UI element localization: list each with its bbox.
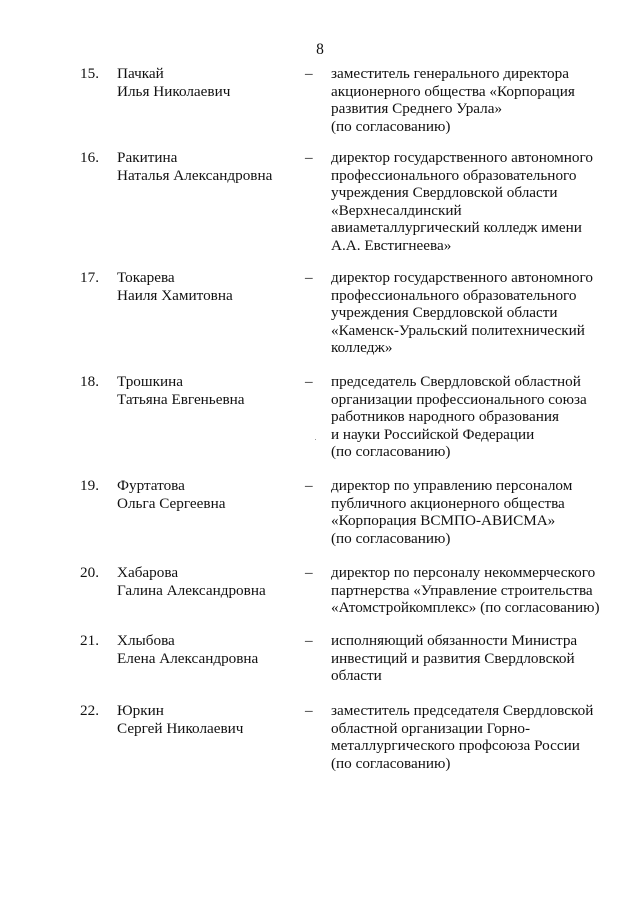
description-line: металлургического профсоюза России [331,737,580,755]
person-given-names: Елена Александровна [117,649,259,667]
person-name [117,149,292,184]
description-line: профессионального образовательного [331,166,577,184]
entry-number: 18. [80,373,99,390]
description-line: инвестиций и развития Свердловской [331,649,575,667]
description-line: работников народного образования [331,408,559,426]
description-line: исполняющий обязанности Министра [331,632,578,649]
person-given-names: Ольга Сергеевна [117,494,226,512]
entry-number: 16. [80,149,99,166]
description-line: (по согласованию) [331,117,451,135]
position-description [331,632,616,685]
description-line: директор по персоналу некоммерческого [331,564,596,581]
description-line: (по согласованию) [331,529,451,547]
description-line: председатель Свердловской областной [331,373,581,390]
person-given-names: Сергей Николаевич [117,719,244,737]
person-given-names: Илья Николаевич [117,82,231,100]
separator-dash: – [305,477,313,494]
description-line: профессионального образовательного [331,286,577,304]
description-line: «Корпорация ВСМПО-АВИСМА» [331,512,556,530]
separator-dash: – [305,65,313,82]
separator-dash: – [305,564,313,581]
description-line: развития Среднего Урала» [331,100,503,118]
person-given-names: Наталья Александровна [117,166,273,184]
person-name [117,477,292,512]
description-line: «Атомстройкомплекс» (по согласованию) [331,599,600,617]
position-description [331,477,616,547]
person-name [117,269,292,304]
person-surname: Пачкай [117,65,164,82]
description-line: организации профессионального союза [331,390,587,408]
description-line: заместитель председателя Свердловской [331,702,594,719]
position-description [331,65,616,135]
person-name [117,632,292,667]
description-line: директор государственного автономного [331,149,593,166]
position-description [331,564,616,617]
person-name [117,65,292,100]
separator-dash: – [305,149,313,166]
scan-speck [315,439,316,440]
person-given-names: Татьяна Евгеньевна [117,390,245,408]
description-line: авиаметаллургический колледж имени [331,219,582,237]
entry-number: 15. [80,65,99,82]
position-description [331,373,616,461]
description-line: учреждения Свердловской области [331,304,558,322]
person-surname: Хабарова [117,564,179,581]
description-line: «Верхнесалдинский [331,201,462,219]
position-description [331,269,616,357]
description-line: А.А. Евстигнеева» [331,236,452,254]
description-line: области [331,667,382,685]
description-line: (по согласованию) [331,443,451,461]
description-line: партнерства «Управление строительства [331,581,593,599]
person-surname: Юркин [117,702,164,719]
description-line: заместитель генерального директора [331,65,569,82]
position-description [331,149,616,255]
position-description [331,702,616,772]
entry-number: 22. [80,702,99,719]
description-line: директор государственного автономного [331,269,593,286]
separator-dash: – [305,269,313,286]
entry-number: 21. [80,632,99,649]
person-surname: Токарева [117,269,175,286]
description-line: директор по управлению персоналом [331,477,573,494]
entry-number: 20. [80,564,99,581]
description-line: публичного акционерного общества [331,494,565,512]
separator-dash: – [305,632,313,649]
separator-dash: – [305,702,313,719]
description-line: колледж» [331,339,393,357]
description-line: акционерного общества «Корпорация [331,82,575,100]
separator-dash: – [305,373,313,390]
person-name [117,702,292,737]
description-line: учреждения Свердловской области [331,184,558,202]
description-line: областной организации Горно- [331,719,531,737]
description-line: и науки Российской Федерации [331,425,535,443]
person-surname: Фуртатова [117,477,185,494]
person-surname: Ракитина [117,149,178,166]
person-surname: Хлыбова [117,632,175,649]
person-surname: Трошкина [117,373,183,390]
person-given-names: Галина Александровна [117,581,266,599]
entry-number: 17. [80,269,99,286]
person-name [117,373,292,408]
entry-number: 19. [80,477,99,494]
description-line: «Каменск-Уральский политехнический [331,321,585,339]
page-number: 8 [316,41,324,58]
person-name [117,564,292,599]
person-given-names: Наиля Хамитовна [117,286,233,304]
description-line: (по согласованию) [331,754,451,772]
